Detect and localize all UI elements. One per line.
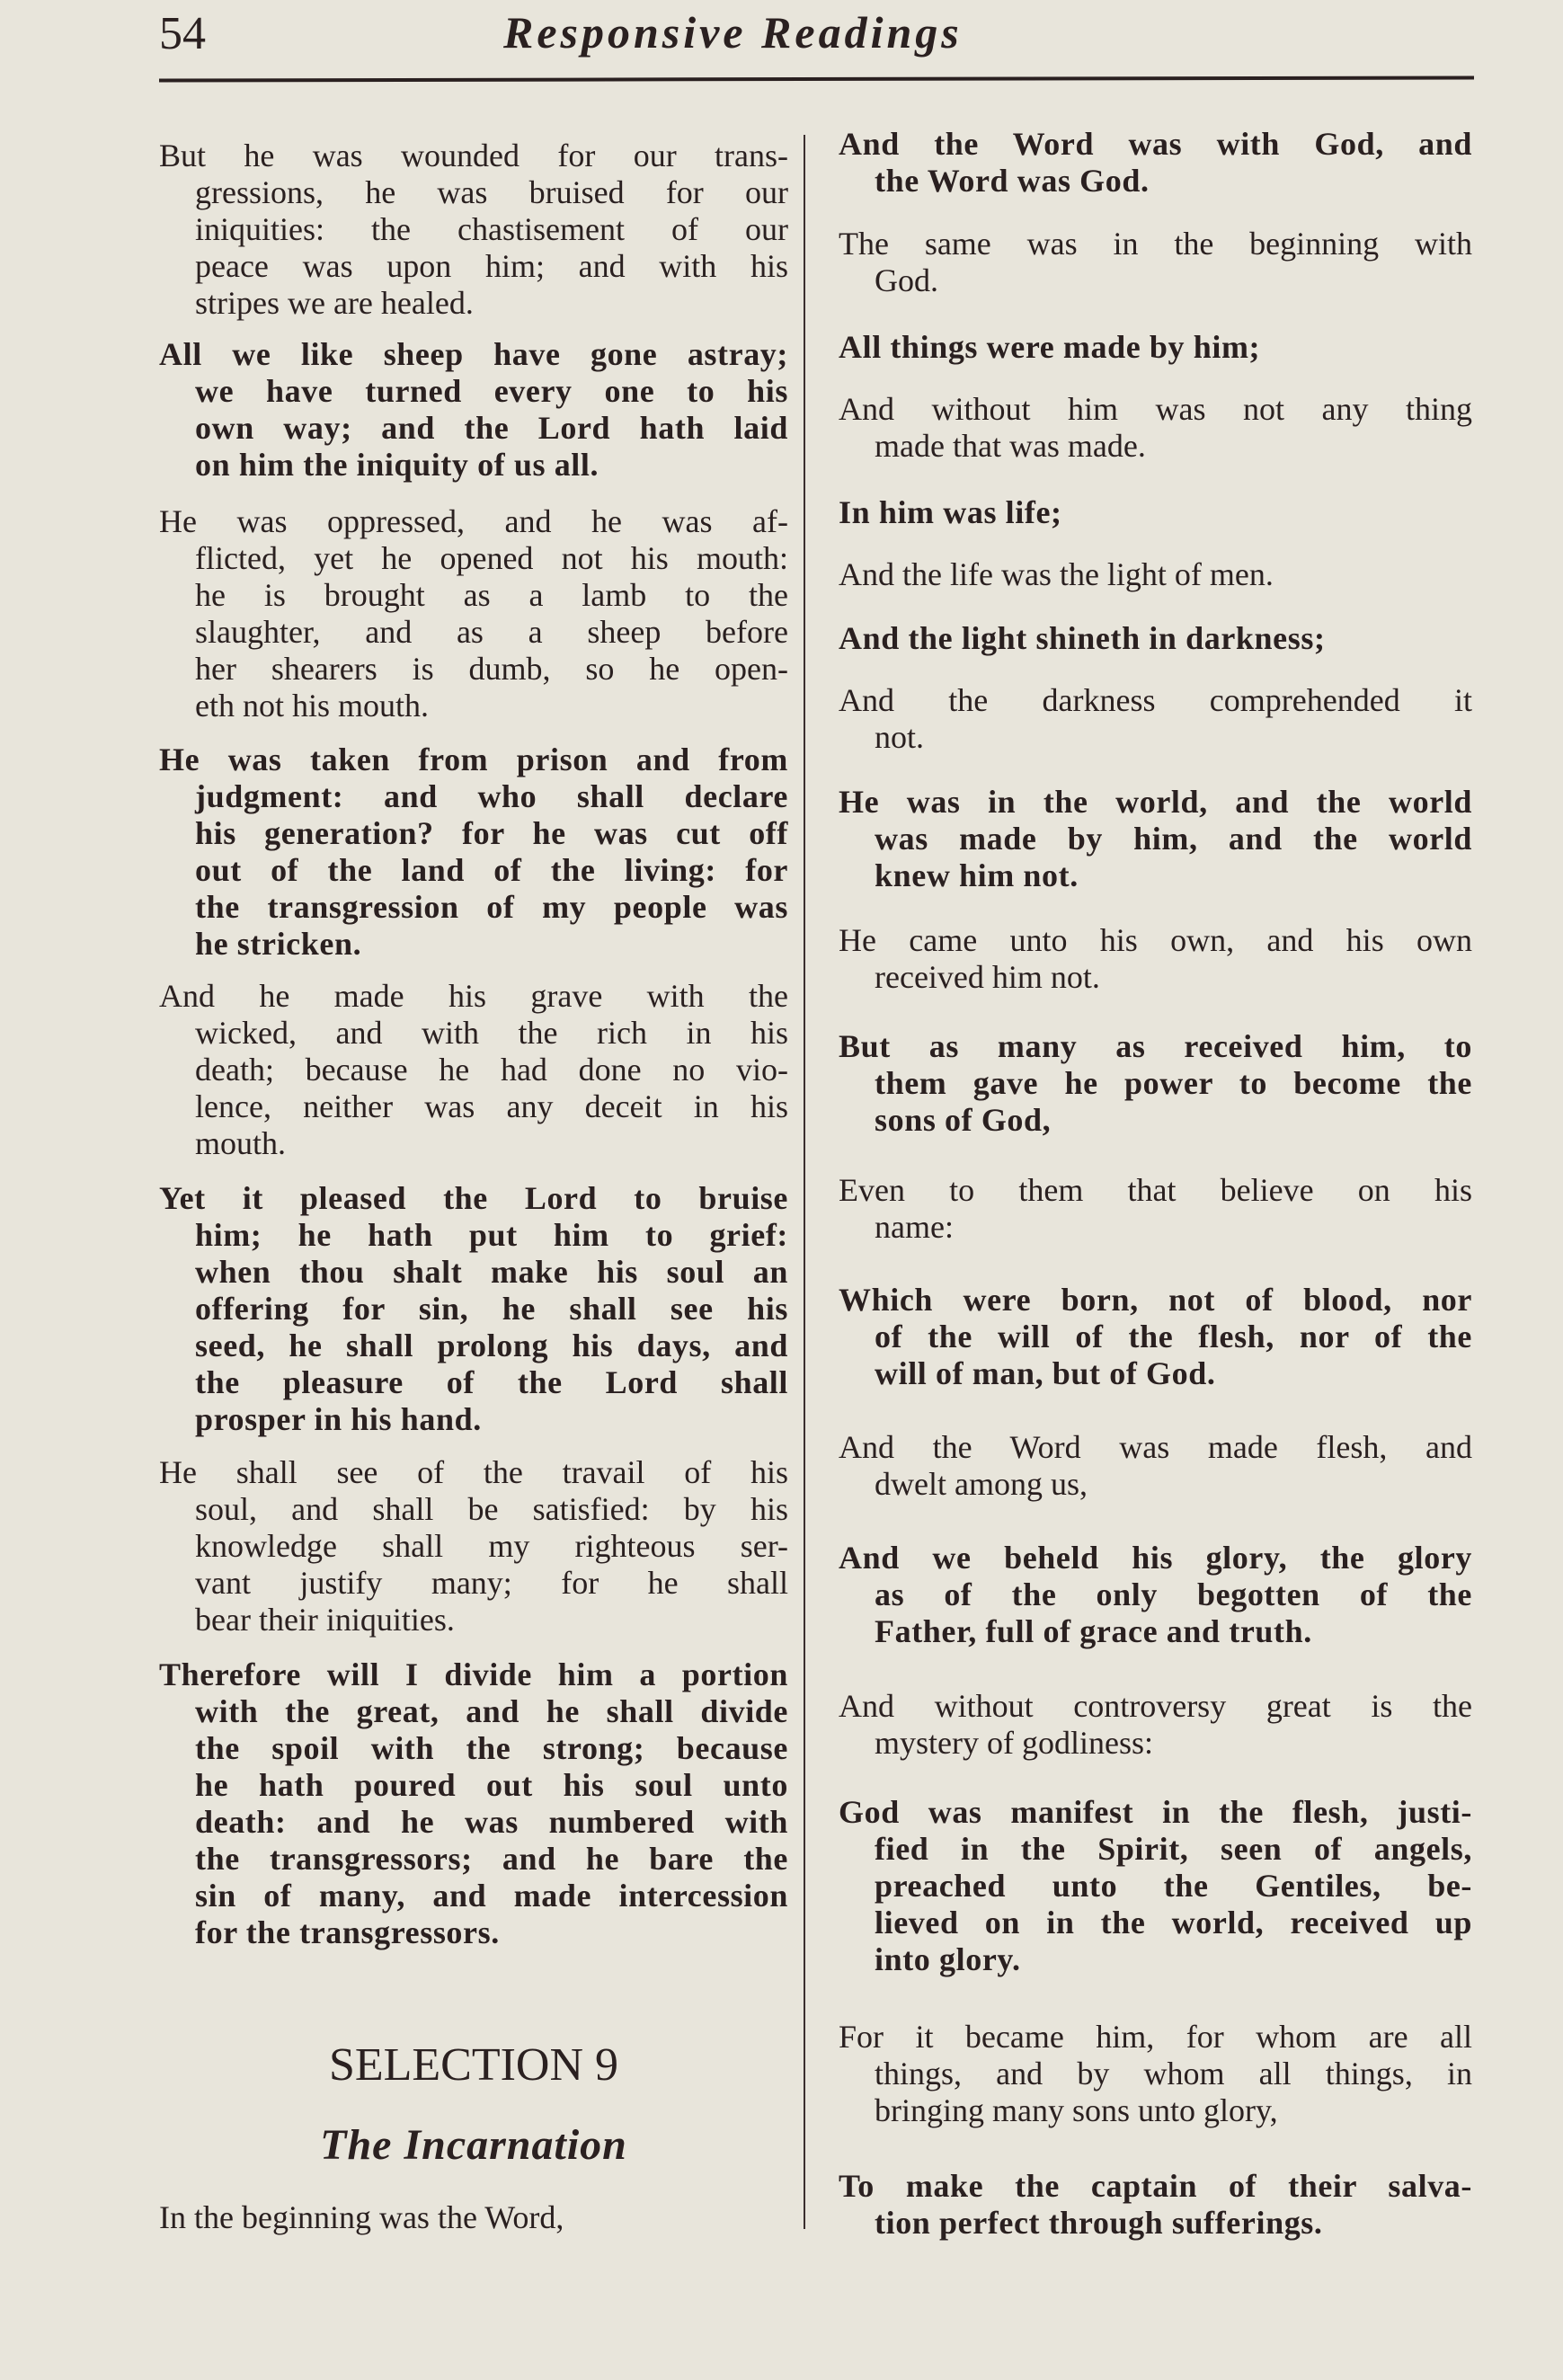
response-paragraph xyxy=(839,1028,1472,1139)
text-line: the pleasure of the Lord shall xyxy=(195,1364,788,1400)
text-line: And without controversy great is the xyxy=(839,1688,1472,1724)
text-line: we have turned every one to his xyxy=(195,373,788,409)
text-line: lence, neither was any deceit in his xyxy=(195,1088,788,1124)
response-paragraph xyxy=(839,1794,1472,1978)
text-line: him; he hath put him to grief: xyxy=(195,1217,788,1253)
reading-paragraph xyxy=(839,922,1472,996)
text-line: the transgressors; and he bare the xyxy=(195,1841,788,1877)
text-line: not. xyxy=(875,719,925,755)
response-paragraph xyxy=(159,336,788,484)
response-paragraph xyxy=(159,1656,788,1951)
text-line: All things were made by him; xyxy=(839,329,1261,365)
text-line: them gave he power to become the xyxy=(875,1065,1472,1101)
header-rule xyxy=(159,75,1474,82)
text-line: In him was life; xyxy=(839,494,1062,530)
text-line: God. xyxy=(875,262,938,298)
text-line: lieved on in the world, received up xyxy=(875,1905,1472,1940)
text-line: And we beheld his glory, the glory xyxy=(839,1540,1472,1576)
text-line: Which were born, not of blood, nor xyxy=(839,1282,1472,1318)
text-line: stripes we are healed. xyxy=(195,285,474,321)
text-line: mystery of godliness: xyxy=(875,1725,1153,1761)
response-paragraph xyxy=(839,329,1472,366)
text-line: And he made his grave with the xyxy=(159,978,788,1014)
text-line: for the transgressors. xyxy=(195,1914,500,1950)
reading-paragraph xyxy=(839,556,1472,593)
text-line: knowledge shall my righteous ser- xyxy=(195,1528,788,1564)
text-line: own way; and the Lord hath laid xyxy=(195,410,788,446)
text-line: But as many as received him, to xyxy=(839,1028,1472,1064)
text-line: God was manifest in the flesh, justi- xyxy=(839,1794,1472,1830)
text-line: the Word was God. xyxy=(875,163,1150,199)
text-line: wicked, and with the rich in his xyxy=(195,1015,788,1051)
text-line: iniquities: the chastisement of our xyxy=(195,211,788,247)
text-line: peace was upon him; and with his xyxy=(195,248,788,284)
text-line: bringing many sons unto glory, xyxy=(875,2092,1278,2128)
text-line: The same was in the beginning with xyxy=(839,226,1472,262)
response-paragraph xyxy=(839,1540,1472,1650)
text-line: Even to them that believe on his xyxy=(839,1172,1472,1208)
text-line: judgment: and who shall declare xyxy=(195,778,788,814)
text-line: the transgression of my people was xyxy=(195,889,788,925)
column-divider xyxy=(804,135,805,2229)
text-line: death; because he had done no vio- xyxy=(195,1052,788,1088)
text-line: prosper in his hand. xyxy=(195,1401,482,1437)
text-line: He was in the world, and the world xyxy=(839,784,1472,820)
text-line: To make the captain of their salva- xyxy=(839,2168,1472,2204)
text-line: And without him was not any thing xyxy=(839,391,1472,427)
text-line: preached unto the Gentiles, be- xyxy=(875,1868,1472,1904)
text-line: the spoil with the strong; because xyxy=(195,1730,788,1766)
response-paragraph xyxy=(839,620,1472,657)
reading-paragraph xyxy=(159,503,788,724)
text-line: And the Word was made flesh, and xyxy=(839,1429,1472,1465)
reading-paragraph xyxy=(159,978,788,1162)
text-line: He was oppressed, and he was af- xyxy=(159,503,788,539)
text-line: sons of God, xyxy=(875,1102,1052,1138)
text-line: out of the land of the living: for xyxy=(195,852,788,888)
text-line: And the Word was with God, and xyxy=(839,126,1472,162)
text-line: mouth. xyxy=(195,1125,287,1161)
text-line: For it became him, for whom are all xyxy=(839,2019,1472,2055)
reading-paragraph xyxy=(839,391,1472,465)
text-line: made that was made. xyxy=(875,428,1146,464)
text-line: seed, he shall prolong his days, and xyxy=(195,1328,788,1363)
selection-first-line: In the beginning was the Word, xyxy=(159,2199,564,2235)
text-line: he hath poured out his soul unto xyxy=(195,1767,788,1803)
text-line: sin of many, and made intercession xyxy=(195,1878,788,1914)
reading-paragraph xyxy=(839,682,1472,756)
response-paragraph xyxy=(839,1282,1472,1392)
text-line: He shall see of the travail of his xyxy=(159,1454,788,1490)
response-paragraph xyxy=(839,784,1472,894)
running-title: Responsive Readings xyxy=(503,7,963,58)
text-line: Therefore will I divide him a portion xyxy=(159,1656,788,1692)
reading-paragraph xyxy=(839,1429,1472,1503)
text-line: tion perfect through sufferings. xyxy=(875,2205,1323,2241)
text-line: received him not. xyxy=(875,959,1100,995)
text-line: Father, full of grace and truth. xyxy=(875,1613,1312,1649)
text-line: He came unto his own, and his own xyxy=(839,922,1472,958)
selection-subtitle: The Incarnation xyxy=(320,2121,627,2169)
text-line: his generation? for he was cut off xyxy=(195,815,788,851)
text-line: vant justify many; for he shall xyxy=(195,1565,788,1601)
text-line: fied in the Spirit, seen of angels, xyxy=(875,1831,1472,1867)
text-line: was made by him, and the world xyxy=(875,821,1472,857)
text-line: he is brought as a lamb to the xyxy=(195,577,788,613)
text-line: her shearers is dumb, so he open- xyxy=(195,651,788,687)
page-number: 54 xyxy=(159,8,206,59)
text-line: He was taken from prison and from xyxy=(159,742,788,777)
selection-heading: SELECTION 9 xyxy=(328,2039,619,2091)
text-line: he stricken. xyxy=(195,926,362,962)
text-line: And the darkness comprehended it xyxy=(839,682,1472,718)
response-paragraph xyxy=(159,1180,788,1438)
text-line: eth not his mouth. xyxy=(195,688,429,724)
reading-paragraph xyxy=(839,1688,1472,1762)
text-line: will of man, but of God. xyxy=(875,1355,1216,1391)
response-paragraph xyxy=(839,2168,1472,2242)
text-line: And the life was the light of men. xyxy=(839,556,1274,592)
text-line: into glory. xyxy=(875,1941,1021,1977)
text-line: But he was wounded for our trans- xyxy=(159,138,788,173)
text-line: bear their iniquities. xyxy=(195,1602,455,1638)
text-line: with the great, and he shall divide xyxy=(195,1693,788,1729)
reading-paragraph xyxy=(839,226,1472,299)
text-line: on him the iniquity of us all. xyxy=(195,447,599,483)
text-line: gressions, he was bruised for our xyxy=(195,174,788,210)
response-paragraph xyxy=(839,126,1472,200)
reading-paragraph xyxy=(839,1172,1472,1246)
text-line: things, and by whom all things, in xyxy=(875,2056,1472,2091)
text-line: offering for sin, he shall see his xyxy=(195,1291,788,1327)
response-paragraph xyxy=(159,742,788,963)
text-line: soul, and shall be satisfied: by his xyxy=(195,1491,788,1527)
text-line: Yet it pleased the Lord to bruise xyxy=(159,1180,788,1216)
text-line: slaughter, and as a sheep before xyxy=(195,614,788,650)
text-line: flicted, yet he opened not his mouth: xyxy=(195,540,788,576)
text-line: as of the only begotten of the xyxy=(875,1576,1472,1612)
text-line: name: xyxy=(875,1209,954,1245)
reading-paragraph xyxy=(159,1454,788,1638)
text-line: knew him not. xyxy=(875,857,1079,893)
text-line: of the will of the flesh, nor of the xyxy=(875,1319,1472,1354)
text-line: death: and he was numbered with xyxy=(195,1804,788,1840)
reading-paragraph xyxy=(839,2019,1472,2129)
text-line: And the light shineth in darkness; xyxy=(839,620,1326,656)
reading-paragraph xyxy=(159,138,788,322)
text-line: All we like sheep have gone astray; xyxy=(159,336,788,372)
response-paragraph xyxy=(839,494,1472,531)
text-line: when thou shalt make his soul an xyxy=(195,1254,788,1290)
text-line: dwelt among us, xyxy=(875,1466,1088,1502)
